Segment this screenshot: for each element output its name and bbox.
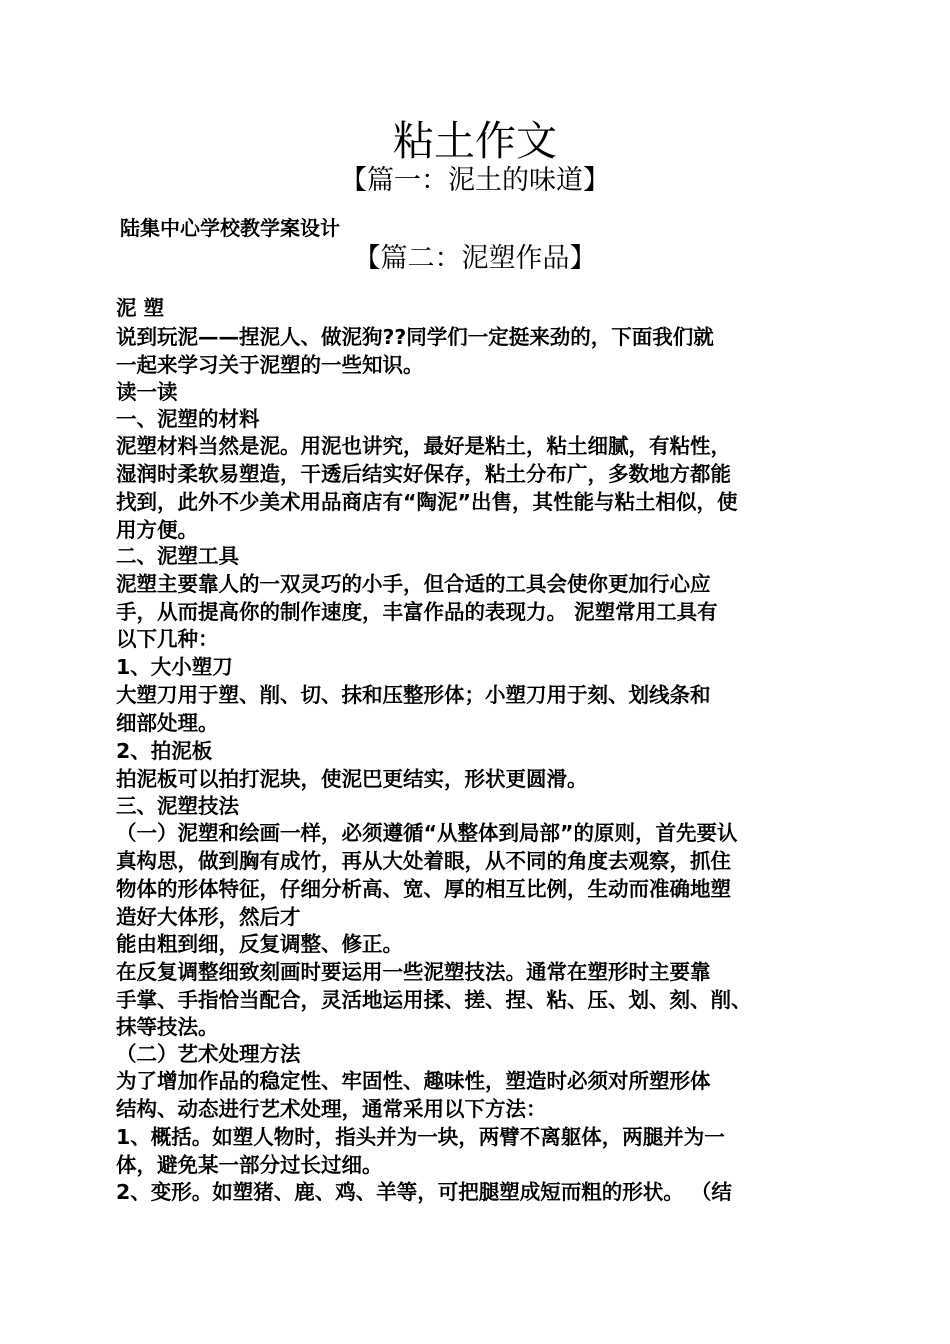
text-line: 1、概括。如塑人物时，指头并为一块，两臂不离躯体，两腿并为一 (116, 1125, 725, 1149)
text-line: 2、变形。如塑猪、鹿、鸡、羊等，可把腿塑成短而粗的形状。 （结 (116, 1180, 732, 1204)
subtitle-part-one: 【篇一：泥土的味道】 (340, 165, 610, 196)
text-line: 2、拍泥板 (116, 739, 213, 763)
text-line: 泥 塑 (116, 296, 165, 320)
text-line: 拍泥板可以拍打泥块，使泥巴更结实，形状更圆滑。 (116, 767, 588, 791)
text-line: 三、泥塑技法 (116, 794, 239, 818)
text-line: 二、泥塑工具 (116, 544, 239, 568)
text-line: 结构、动态进行艺术处理，通常采用以下方法： (116, 1097, 547, 1121)
subtitle-part-two: 【篇二：泥塑作品】 (353, 243, 597, 274)
text-line: 手掌、手指恰当配合，灵活地运用揉、搓、捏、粘、压、划、刻、削、 (116, 988, 752, 1012)
text-line: 泥塑主要靠人的一双灵巧的小手，但合适的工具会使你更加行心应 (116, 572, 711, 596)
text-line: 真构思，做到胸有成竹，再从大处着眼，从不同的角度去观察，抓住 (116, 849, 731, 873)
document-title: 粘土作文 (393, 117, 557, 165)
school-heading: 陆集中心学校教学案设计 (120, 216, 340, 240)
text-line: 造好大体形，然后才 (116, 905, 301, 929)
text-line: 读一读 (116, 380, 178, 404)
text-line: 以下几种： (116, 627, 219, 651)
text-line: 体，避免某一部分过长过细。 (116, 1153, 383, 1177)
text-line: 能由粗到细，反复调整、修正。 (116, 932, 403, 956)
text-line: 在反复调整细致刻画时要运用一些泥塑技法。通常在塑形时主要靠 (116, 960, 711, 984)
text-line: 说到玩泥——捏泥人、做泥狗??同学们一定挺来劲的，下面我们就 (116, 325, 714, 349)
text-line: 大塑刀用于塑、削、切、抹和压整形体；小塑刀用于刻、划线条和 (116, 683, 711, 707)
text-line: 找到，此外不少美术用品商店有“陶泥”出售，其性能与粘土相似，使 (116, 490, 738, 514)
text-line: 1、大小塑刀 (116, 655, 233, 679)
text-line: 一、泥塑的材料 (116, 407, 260, 431)
text-line: 泥塑材料当然是泥。用泥也讲究，最好是粘土，粘土细腻，有粘性， (116, 434, 731, 458)
text-line: 为了增加作品的稳定性、牢固性、趣味性，塑造时必须对所塑形体 (116, 1069, 711, 1093)
text-line: 手，从而提高你的制作速度，丰富作品的表现力。 泥塑常用工具有 (116, 600, 718, 624)
text-line: 用方便。 (116, 518, 198, 542)
text-line: （二）艺术处理方法 (116, 1042, 301, 1066)
text-line: （一）泥塑和绘画一样，必须遵循“从整体到局部”的原则，首先要认 (116, 821, 738, 845)
text-line: 物体的形体特征，仔细分析高、宽、厚的相互比例，生动而准确地塑 (116, 877, 731, 901)
text-line: 一起来学习关于泥塑的一些知识。 (116, 353, 424, 377)
text-line: 抹等技法。 (116, 1015, 219, 1039)
text-line: 湿润时柔软易塑造，干透后结实好保存，粘土分布广，多数地方都能 (116, 462, 731, 486)
text-line: 细部处理。 (116, 711, 219, 735)
